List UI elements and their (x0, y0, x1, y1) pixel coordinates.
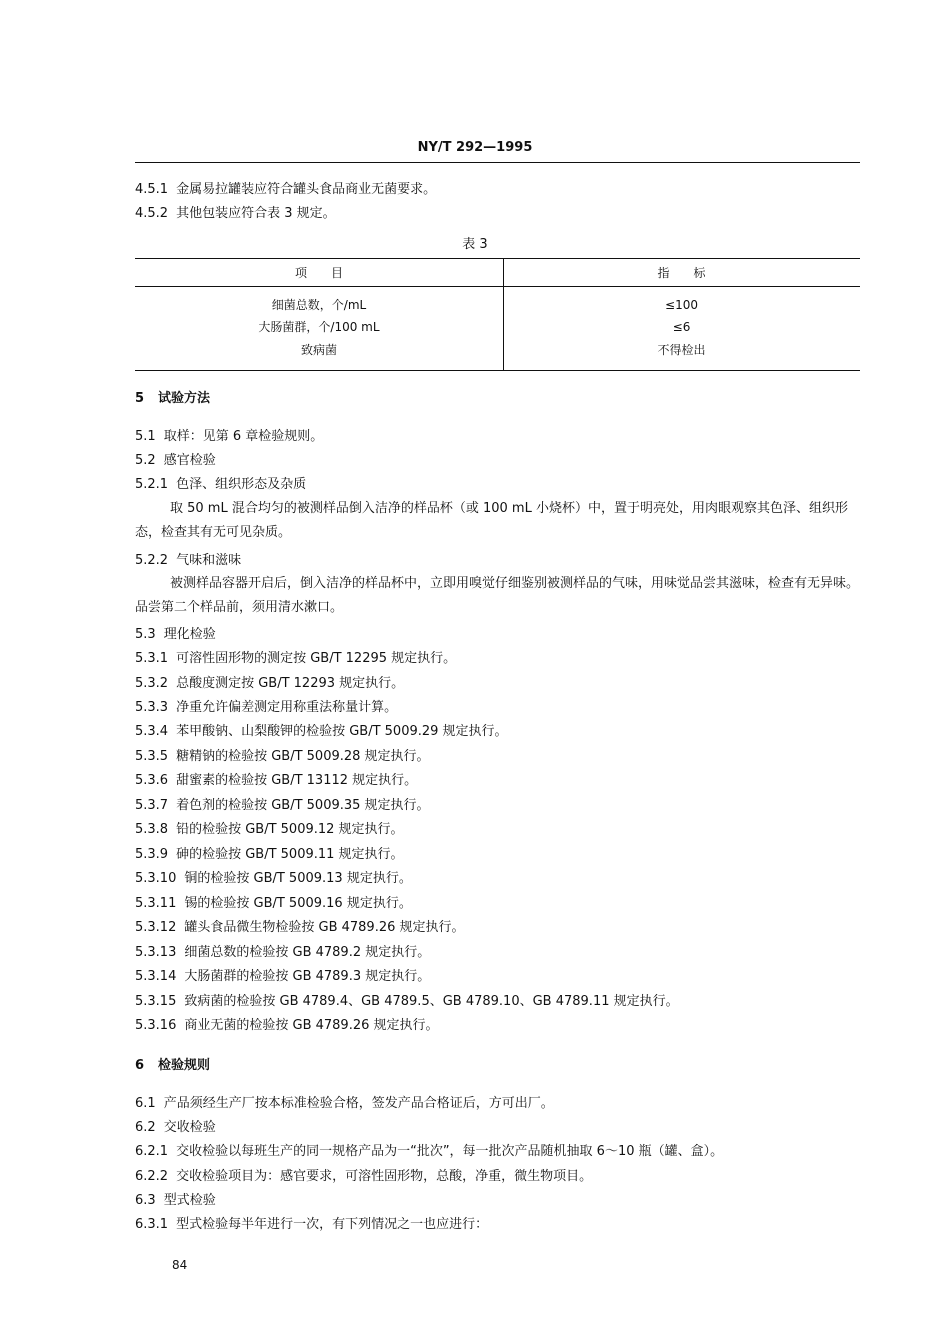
section-6-heading (135, 1057, 210, 1075)
clause-text: 大肠菌群的检验按 GB 4789.3 规定执行。 (184, 969, 431, 984)
clause-text: 总酸度测定按 GB/T 12293 规定执行。 (176, 676, 405, 691)
clause-text: 交收检验 (163, 1120, 216, 1135)
clause-5-3-13 (135, 944, 430, 962)
table-header-index: 指 标 (657, 266, 706, 280)
clause-number: 6.1 (135, 1096, 156, 1111)
clause-number: 5.3.5 (135, 749, 169, 764)
clause-4-5-1 (135, 181, 436, 199)
clause-number: 5.3.12 (135, 920, 177, 935)
clause-text: 致病菌的检验按 GB 4789.4、GB 4789.5、GB 4789.10、GB 4789.11 规定执行。 (184, 994, 679, 1009)
clause-5-3-2 (135, 675, 404, 693)
clause-number: 6.2.1 (135, 1144, 169, 1159)
clause-5-3-10 (135, 870, 412, 888)
clause-5-3-11 (135, 895, 412, 913)
clause-number: 5.3.10 (135, 871, 177, 886)
section-title: 试验方法 (158, 391, 211, 406)
clause-text: 罐头食品微生物检验按 GB 4789.26 规定执行。 (184, 920, 465, 935)
clause-5-3-5 (135, 748, 430, 766)
clause-text: 取样：见第 6 章检验规则。 (163, 429, 324, 444)
clause-text: 商业无菌的检验按 GB 4789.26 规定执行。 (184, 1018, 439, 1033)
clause-number: 6.3 (135, 1193, 156, 1208)
clause-5-3-4 (135, 723, 508, 741)
table-cell-value: ≤100 (665, 298, 698, 312)
clause-number: 6.3.1 (135, 1217, 169, 1232)
clause-5-3-6 (135, 772, 417, 790)
clause-text: 型式检验 (163, 1193, 216, 1208)
paragraph-5-2-2: 被测样品容器开启后，倒入洁净的样品杯中，立即用嗅觉仔细鉴别被测样品的气味，用味觉品尝其滋味，检查有无异味。品尝第二个样品前，须用清水漱口。 (135, 576, 860, 615)
clause-number: 5.3.13 (135, 945, 177, 960)
clause-6-3 (135, 1192, 216, 1210)
clause-text: 苯甲酸钠、山梨酸钾的检验按 GB/T 5009.29 规定执行。 (176, 724, 508, 739)
clause-number: 4.5.2 (135, 206, 169, 221)
clause-5-3-7 (135, 797, 430, 815)
clause-text: 交收检验以每班生产的同一规格产品为一“批次”，每一批次产品随机抽取 6～10 瓶（罐、盒）。 (176, 1144, 724, 1159)
clause-number: 5.3.16 (135, 1018, 177, 1033)
table-cell-item: 致病菌 (300, 343, 337, 357)
table-header-rule (135, 286, 860, 287)
table-header-item: 项 目 (294, 266, 343, 280)
clause-text: 细菌总数的检验按 GB 4789.2 规定执行。 (184, 945, 431, 960)
clause-5-2 (135, 452, 216, 470)
section-title: 检验规则 (158, 1058, 211, 1073)
table-cell-item: 细菌总数，个/mL (271, 298, 367, 312)
clause-5-3-3 (135, 699, 397, 717)
clause-text: 糖精钠的检验按 GB/T 5009.28 规定执行。 (176, 749, 430, 764)
clause-text: 其他包装应符合表 3 规定。 (176, 206, 336, 221)
table-cell-value: ≤6 (672, 320, 691, 334)
clause-number: 5.2.1 (135, 477, 169, 492)
clause-text: 砷的检验按 GB/T 5009.11 规定执行。 (176, 847, 404, 862)
clause-text: 气味和滋味 (176, 553, 242, 568)
clause-5-1 (135, 428, 323, 446)
clause-number: 5.3.15 (135, 994, 177, 1009)
clause-6-2-2 (135, 1168, 592, 1186)
clause-number: 5.3.3 (135, 700, 169, 715)
clause-number: 5.3.7 (135, 798, 169, 813)
table-cell-value: 不得检出 (657, 343, 706, 357)
table-top-rule (135, 258, 860, 259)
section-5-heading (135, 390, 210, 408)
clause-text: 型式检验每半年进行一次，有下列情况之一也应进行： (176, 1217, 489, 1232)
clause-number: 5.3.2 (135, 676, 169, 691)
clause-number: 5.3 (135, 627, 156, 642)
clause-number: 5.3.4 (135, 724, 169, 739)
clause-text: 产品须经生产厂按本标准检验合格，签发产品合格证后，方可出厂。 (163, 1096, 554, 1111)
clause-number: 6.2.2 (135, 1169, 169, 1184)
clause-6-2 (135, 1119, 216, 1137)
clause-number: 5.3.8 (135, 822, 169, 837)
clause-6-1 (135, 1095, 554, 1113)
document-code: NY/T 292—1995 (417, 140, 533, 155)
clause-number: 5.2.2 (135, 553, 169, 568)
clause-text: 锡的检验按 GB/T 5009.16 规定执行。 (184, 896, 412, 911)
page-number: 84 (172, 1258, 188, 1272)
clause-text: 色泽、组织形态及杂质 (176, 477, 307, 492)
clause-text: 交收检验项目为：感官要求，可溶性固形物，总酸，净重，微生物项目。 (176, 1169, 593, 1184)
clause-number: 5.3.6 (135, 773, 169, 788)
clause-number: 5.2 (135, 453, 156, 468)
clause-5-3-14 (135, 968, 430, 986)
clause-number: 5.3.14 (135, 969, 177, 984)
clause-5-3-15 (135, 993, 679, 1011)
clause-text: 甜蜜素的检验按 GB/T 13112 规定执行。 (176, 773, 418, 788)
clause-text: 金属易拉罐装应符合罐头食品商业无菌要求。 (176, 182, 437, 197)
clause-text: 理化检验 (163, 627, 216, 642)
table-bottom-rule (135, 370, 860, 371)
clause-6-2-1 (135, 1143, 723, 1161)
clause-5-3 (135, 626, 216, 644)
clause-5-3-8 (135, 821, 404, 839)
paragraph-5-2-1: 取 50 mL 混合均匀的被测样品倒入洁净的样品杯（或 100 mL 小烧杯）中，置于明亮处，用肉眼观察其色泽、组织形态，检查其有无可见杂质。 (135, 501, 848, 540)
clause-number: 5.3.1 (135, 651, 169, 666)
clause-4-5-2 (135, 205, 336, 223)
table-cell-item: 大肠菌群，个/100 mL (258, 320, 380, 334)
clause-5-2-2 (135, 552, 241, 570)
section-number: 5 (135, 391, 145, 406)
table-caption: 表 3 (462, 237, 488, 252)
section-number: 6 (135, 1058, 145, 1073)
clause-5-2-1 (135, 476, 306, 494)
clause-5-3-9 (135, 846, 404, 864)
clause-number: 5.3.11 (135, 896, 177, 911)
clause-text: 铜的检验按 GB/T 5009.13 规定执行。 (184, 871, 412, 886)
clause-text: 净重允许偏差测定用称重法称量计算。 (176, 700, 398, 715)
clause-5-3-16 (135, 1017, 439, 1035)
clause-5-3-12 (135, 919, 465, 937)
clause-text: 感官检验 (163, 453, 216, 468)
clause-number: 6.2 (135, 1120, 156, 1135)
clause-text: 着色剂的检验按 GB/T 5009.35 规定执行。 (176, 798, 430, 813)
clause-6-3-1 (135, 1216, 488, 1234)
clause-5-3-1 (135, 650, 456, 668)
clause-text: 铅的检验按 GB/T 5009.12 规定执行。 (176, 822, 404, 837)
clause-number: 4.5.1 (135, 182, 169, 197)
header-rule (135, 162, 860, 163)
clause-text: 可溶性固形物的测定按 GB/T 12295 规定执行。 (176, 651, 457, 666)
clause-number: 5.1 (135, 429, 156, 444)
clause-number: 5.3.9 (135, 847, 169, 862)
